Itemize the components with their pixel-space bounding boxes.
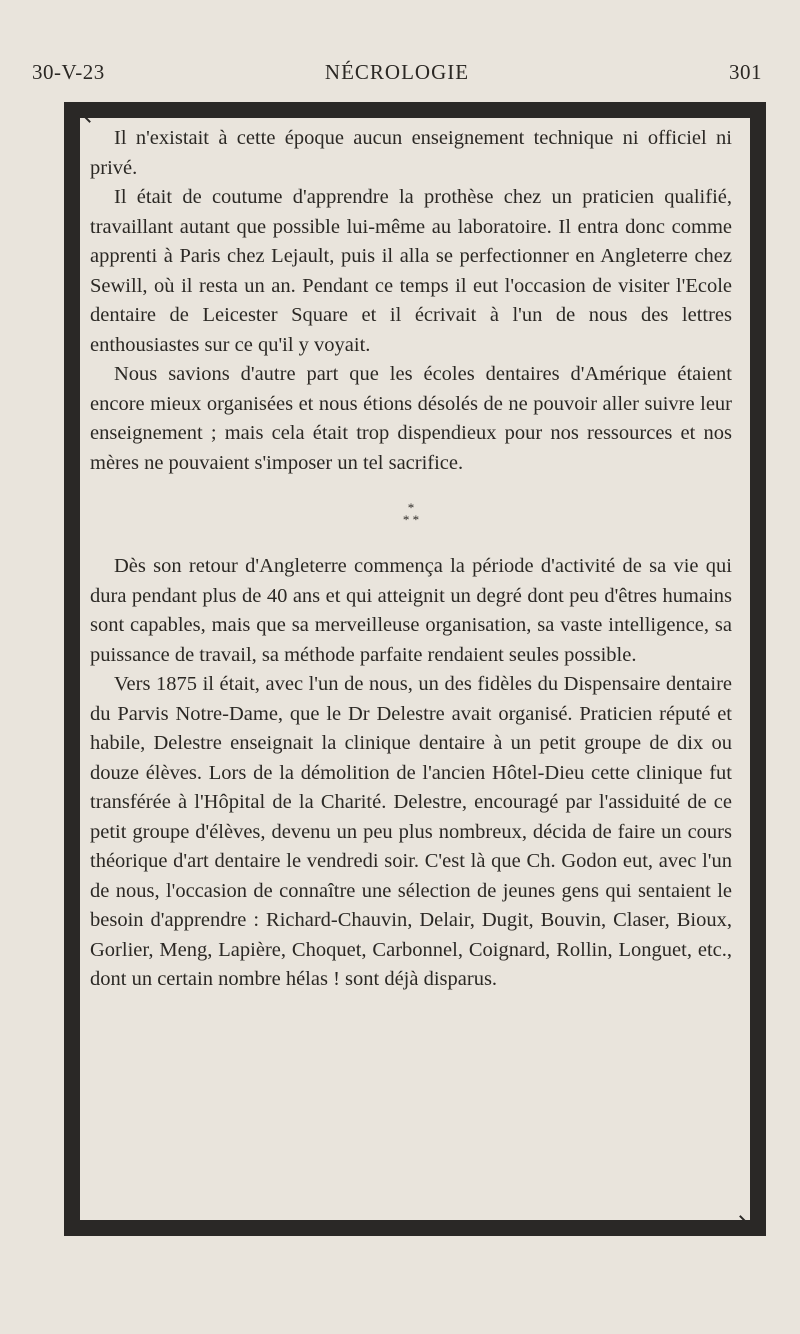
paragraph: Il n'existait à cette époque aucun enseignement technique ni officiel ni privé. [90, 127, 732, 179]
section-title: NÉCROLOGIE [324, 60, 470, 84]
asterism-top: * [407, 500, 415, 515]
page-number: 301 [729, 60, 762, 84]
paragraph: Nous savions d'autre part que les écoles dentaires d'Amérique étaient encore mieux organisées et nous étions désolés de ne pouvoir aller suivre leur enseignement ; mais cela était trop dispendieux pour nos ressources et nos mères ne pouvaient s'imposer un tel sacrifice. [90, 363, 732, 474]
asterism-bottom: * * [402, 512, 420, 527]
asterism-separator [90, 502, 732, 526]
paragraph: Il était de coutume d'apprendre la prothèse chez un praticien qualifié, travaillant autant que possible lui-même au laboratoire. Il entra donc comme apprenti à Paris chez Lejault, puis il alla se perfectionner en Angleterre chez Sewill, où il resta un an. Pendant ce temps il eut l'occasion de visiter l'Ecole dentaire de Leicester Square et il écrivait à l'un de nous des lettres enthousiastes sur ce qu'il y voyait. [90, 186, 732, 356]
paragraph: Vers 1875 il était, avec l'un de nous, un des fidèles du Dispensaire dentaire du Parvis Notre-Dame, que le Dr Delestre avait organisé. Praticien réputé et habile, Delestre enseignait la clinique dentaire à un petit groupe de dix ou douze élèves. Lors de la démolition de l'ancien Hôtel-Dieu cette clinique fut transférée à l'Hôpital de la Charité. Delestre, encouragé par l'assiduité de ce petit groupe d'élèves, devenu un peu plus nombreux, décida de faire un cours théorique d'art dentaire le vendredi soir. C'est là que Ch. Godon eut, avec l'un de nous, l'occasion de connaître une sélection de jeunes gens qui sentaient le besoin d'apprendre : Richard-Chauvin, Delair, Dugit, Bouvin, Claser, Bioux, Gorlier, Meng, Lapière, Choquet, Carbonnel, Coignard, Rollin, Longuet, etc., dont un certain nombre hélas ! sont déjà disparus. [90, 673, 732, 990]
paragraph: Dès son retour d'Angleterre commença la période d'activité de sa vie qui dura pendant plus de 40 ans et qui atteignit un degré dont peu d'êtres humains sont capables, mais que sa merveilleuse organisation, sa vaste intelligence, sa puissance de travail, sa méthode parfaite rendaient seules possible. [90, 555, 732, 666]
running-head [32, 60, 762, 90]
article-body [90, 124, 732, 995]
page-reference: 30-V-23 [32, 60, 105, 84]
